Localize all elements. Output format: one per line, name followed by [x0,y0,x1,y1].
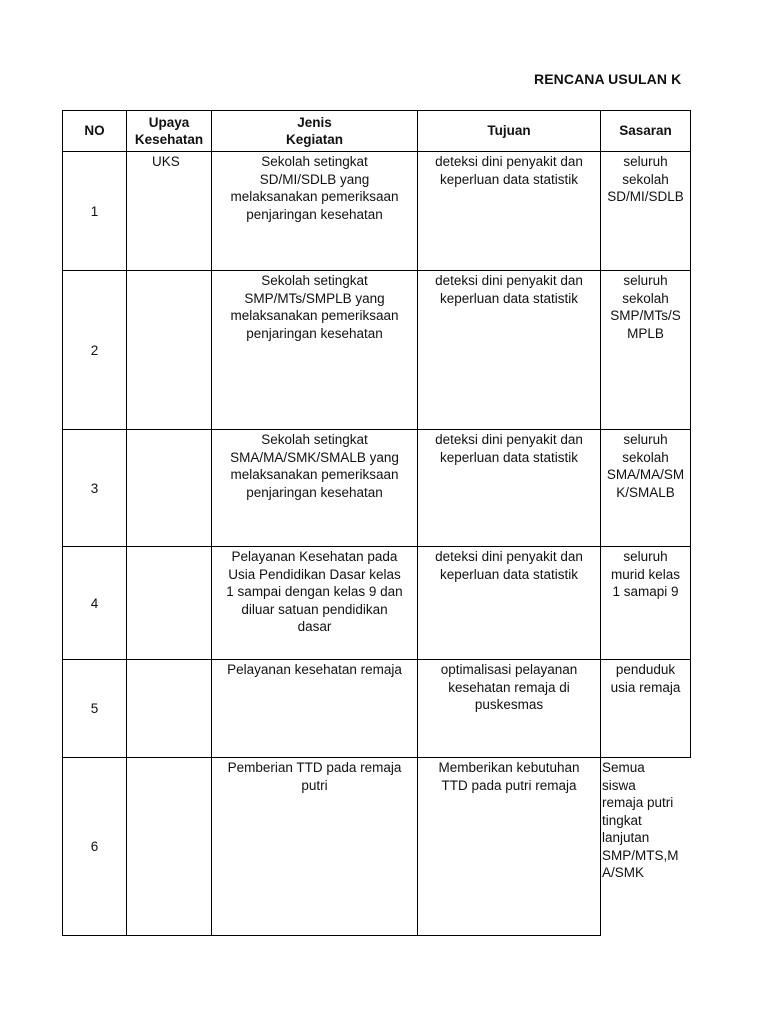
sasaran-line: seluruh [623,549,668,564]
jenis-line: penjaringan kesehatan [246,206,383,222]
tujuan-cell [418,660,601,758]
sasaran-line: MPLB [627,325,664,341]
header-sasaran: Sasaran [601,111,691,152]
upaya-cell [127,430,212,547]
jenis-line: penjaringan kesehatan [246,325,383,341]
jenis-cell [212,271,418,430]
jenis-line: melaksanakan pemeriksaan [230,467,399,482]
sasaran-line: K/SMALB [616,484,675,500]
sasaran-line: sekolah [622,171,669,187]
sasaran-cell [601,430,691,547]
tujuan-line: keperluan data statistik [439,566,579,582]
table-header-row [63,111,691,152]
jenis-line: melaksanakan pemeriksaan [230,308,399,323]
sasaran-line: murid kelas [610,566,681,582]
tujuan-cell [418,152,601,271]
tujuan-line: keperluan data statistik [439,290,579,306]
sasaran-line: seluruh [623,432,668,447]
sasaran-cell [601,152,691,271]
tujuan-cell [418,547,601,660]
tujuan-line: deteksi dini penyakit dan [435,273,583,288]
tujuan-line: kesehatan remaja di [448,679,570,695]
tujuan-line: deteksi dini penyakit dan [435,154,583,169]
sasaran-line: penduduk [615,662,676,677]
sasaran-cell [601,660,691,758]
jenis-line: Pemberian TTD pada remaja [227,760,402,775]
sasaran-line: siswa [602,777,636,793]
tujuan-line: puskesmas [474,697,544,712]
header-no: NO [63,111,127,152]
header-jenis-line2: Kegiatan [285,132,343,147]
jenis-line: penjaringan kesehatan [246,484,383,500]
sasaran-line: sekolah [622,290,669,306]
row-number: 5 [63,660,127,758]
table-row [63,271,691,430]
header-upaya-line1: Upaya [148,114,190,130]
sasaran-cell [601,271,691,430]
sasaran-line: sekolah [622,449,669,465]
sasaran-line: SD/MI/SDLB [607,189,684,204]
sasaran-cell [601,758,691,936]
tujuan-line: keperluan data statistik [439,449,579,465]
header-jenis-kegiatan [212,111,418,152]
jenis-line: putri [301,777,328,793]
tujuan-cell [418,271,601,430]
sasaran-line: Semua [602,760,645,775]
jenis-line: dasar [297,619,332,634]
table-row [63,758,691,936]
sasaran-line: SMP/MTS,M [602,847,679,863]
jenis-line: Sekolah setingkat [261,154,368,169]
jenis-cell [212,547,418,660]
row-number: 4 [63,547,127,660]
table-row [63,660,691,758]
tujuan-cell [418,430,601,547]
plan-table [62,110,691,936]
sasaran-line: 1 samapi 9 [612,584,679,599]
jenis-line: Pelayanan kesehatan remaja [227,662,402,677]
tujuan-line: keperluan data statistik [439,171,579,187]
jenis-line: melaksanakan pemeriksaan [230,189,399,204]
upaya-cell: UKS [127,152,212,271]
sasaran-line: remaja putri [602,795,674,810]
sasaran-cell [601,547,691,660]
jenis-cell [212,430,418,547]
sasaran-line: A/SMK [602,865,645,880]
upaya-cell [127,758,212,936]
sasaran-line: usia remaja [610,679,681,695]
sasaran-line: seluruh [623,154,668,169]
jenis-cell [212,758,418,936]
jenis-line: Sekolah setingkat [261,273,368,288]
header-jenis-line1: Jenis [297,114,332,130]
jenis-line: Usia Pendidikan Dasar kelas [228,566,401,582]
jenis-line: SMP/MTs/SMPLB yang [244,290,385,306]
document-title: RENCANA USULAN K [534,71,682,87]
row-number: 1 [63,152,127,271]
jenis-line: SMA/MA/SMK/SMALB yang [230,449,399,465]
header-upaya-line2: Kesehatan [134,132,204,147]
jenis-line: diluar satuan pendidikan [241,601,388,617]
row-number: 3 [63,430,127,547]
sasaran-line: SMA/MA/SM [606,467,685,482]
tujuan-line: deteksi dini penyakit dan [435,432,583,447]
jenis-cell [212,152,418,271]
table-row [63,152,691,271]
header-upaya-kesehatan [127,111,212,152]
upaya-cell [127,547,212,660]
tujuan-line: TTD pada putri remaja [441,777,577,793]
upaya-cell [127,271,212,430]
sasaran-line: SMP/MTs/S [610,308,681,323]
jenis-line: Sekolah setingkat [261,432,368,447]
table-row [63,547,691,660]
tujuan-line: Memberikan kebutuhan [438,760,580,775]
jenis-line: 1 sampai dengan kelas 9 dan [226,584,403,599]
sasaran-line: tingkat [602,812,642,828]
row-number: 2 [63,271,127,430]
jenis-cell [212,660,418,758]
tujuan-line: deteksi dini penyakit dan [435,549,583,564]
table-row [63,430,691,547]
jenis-line: Pelayanan Kesehatan pada [231,549,398,564]
tujuan-line: optimalisasi pelayanan [440,662,578,677]
header-tujuan: Tujuan [418,111,601,152]
sasaran-line: seluruh [623,273,668,288]
tujuan-cell [418,758,601,936]
sasaran-line: lanjutan [602,830,650,845]
row-number: 6 [63,758,127,936]
jenis-line: SD/MI/SDLB yang [259,171,370,187]
upaya-cell [127,660,212,758]
